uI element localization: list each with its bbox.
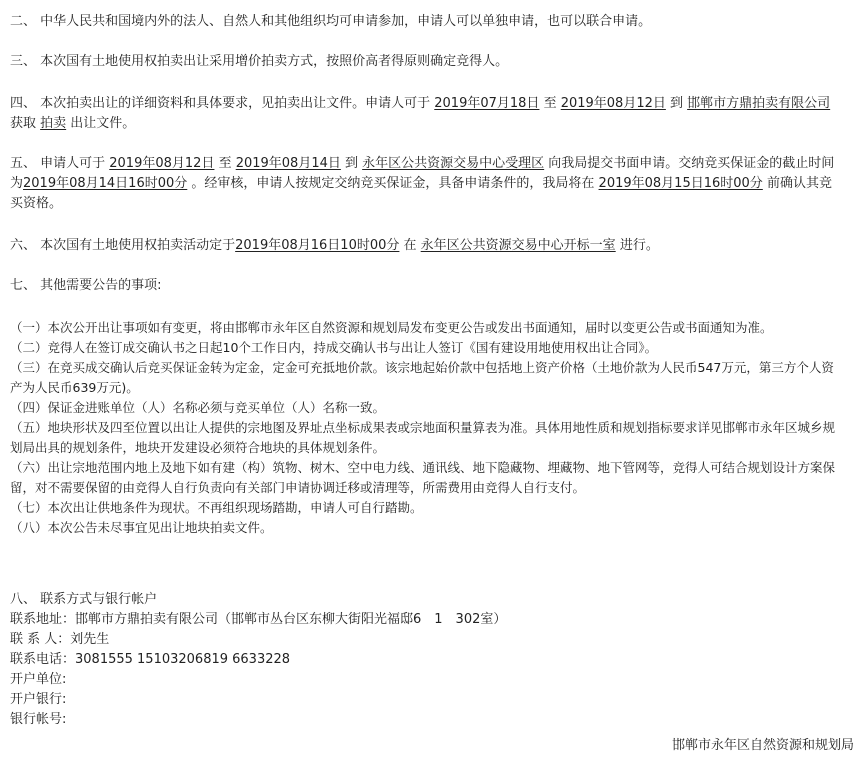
clause-4-text: 四、 本次拍卖出让的详细资料和具体要求，见拍卖出让文件。申请人可于 xyxy=(10,96,435,111)
bank-name: 开户银行: xyxy=(10,692,67,707)
clause-5-text: 至 xyxy=(214,156,236,171)
apply-date-from: 2019年08月12日 xyxy=(109,156,215,171)
clause-6-text: 六、 本次国有土地使用权拍卖活动定于 xyxy=(10,238,236,253)
clause-4-text: 获取 xyxy=(10,116,41,131)
contact-address: 联系地址：邯郸市方鼎拍卖有限公司（邯郸市丛台区东柳大街阳光福邸6 1 302室） xyxy=(10,612,507,627)
clause-4-text: 出让文件。 xyxy=(66,116,136,131)
contact-heading: 八、 联系方式与银行帐户 xyxy=(10,592,158,607)
clause-4-text: 到 xyxy=(665,96,688,111)
note-item: （四）保证金进账单位（人）名称必须与竞买单位（人）名称一致。 xyxy=(10,400,386,415)
clause-7: 七、 其他需要公告的事项: xyxy=(10,278,162,293)
bank-unit: 开户单位: xyxy=(10,672,67,687)
deposit-deadline: 2019年08月14日16时00分 xyxy=(23,176,188,191)
apply-date-to: 2019年08月14日 xyxy=(235,156,341,171)
apply-place: 永年区公共资源交易中心受理区 xyxy=(362,156,545,171)
clause-6-text: 进行。 xyxy=(615,238,659,253)
clause-5-text: 五、 申请人可于 xyxy=(10,156,110,171)
auction-place: 永年区公共资源交易中心开标一室 xyxy=(420,238,616,253)
clause-5 xyxy=(10,154,842,214)
clause-6-text: 在 xyxy=(399,238,421,253)
doc-type: 拍卖 xyxy=(40,116,67,131)
contact-phone: 联系电话：3081555 15103206819 6633228 xyxy=(10,652,291,667)
clause-5-text: 向我局提交书面申请。交纳竞买保证金的截止时间为 xyxy=(10,156,835,191)
note-item: （一）本次公开出让事项如有变更，将由邯郸市永年区自然资源和规划局发布变更公告或发出书面通知，届时以变更公告或书面通知为准。 xyxy=(10,320,773,335)
contact-section xyxy=(10,590,840,730)
auction-time: 2019年08月16日10时00分 xyxy=(235,238,400,253)
note-item: （六）出让宗地范围内地上及地下如有建（构）筑物、树木、空中电力线、通讯线、地下隐藏物、埋藏物、地下管网等，竞得人可结合规划设计方案保留，对不需要保留的由竞得人自行负责向有关部门申请协调迁移或清理等，所需费用由竞得人自行支付。 xyxy=(10,460,836,495)
clause-5-text: 。经审核，申请人按规定交纳竞买保证金，具备申请条件的，我局将在 xyxy=(187,176,599,191)
doc-date-from: 2019年07月18日 xyxy=(434,96,540,111)
clause-2: 二、 中华人民共和国境内外的法人、自然人和其他组织均可申请参加，申请人可以单独申请，也可以联合申请。 xyxy=(10,14,652,29)
clause-3: 三、 本次国有土地使用权拍卖出让采用增价拍卖方式，按照价高者得原则确定竞得人。 xyxy=(10,54,509,69)
clause-4-text: 至 xyxy=(539,96,561,111)
note-item: （八）本次公告未尽事宜见出让地块拍卖文件。 xyxy=(10,520,273,535)
contact-person: 联 系 人：刘先生 xyxy=(10,632,110,647)
clause-4 xyxy=(10,94,842,134)
note-item: （七）本次出让供地条件为现状。不再组织现场踏勘，申请人可自行踏勘。 xyxy=(10,500,423,515)
doc-place: 邯郸市方鼎拍卖有限公司 xyxy=(687,96,831,111)
note-item: （二）竞得人在签订成交确认书之日起10个工作日内，持成交确认书与出让人签订《国有建设用地使用权出让合同》。 xyxy=(10,340,658,355)
notes-list xyxy=(10,318,840,538)
bank-account: 银行帐号: xyxy=(10,712,67,727)
issuer-signature: 邯郸市永年区自然资源和规划局 xyxy=(671,738,854,753)
doc-date-to: 2019年08月12日 xyxy=(560,96,666,111)
clause-5-text: 前确认其竞买资格。 xyxy=(10,176,832,211)
clause-5-text: 到 xyxy=(340,156,363,171)
confirm-time: 2019年08月15日16时00分 xyxy=(598,176,763,191)
note-item: （三）在竞买成交确认后竞买保证金转为定金，定金可充抵地价款。该宗地起始价款中包括地上资产价格（土地价款为人民币547万元，第三方个人资产为人民币639万元)。 xyxy=(10,360,834,395)
clause-6 xyxy=(10,236,659,256)
note-item: （五）地块形状及四至位置以出让人提供的宗地图及界址点坐标成果表或宗地面积量算表为准。具体用地性质和规划指标要求详见邯郸市永年区城乡规划局出具的规划条件，地块开发建设必须符合地块的具体规划条件。 xyxy=(10,420,836,455)
